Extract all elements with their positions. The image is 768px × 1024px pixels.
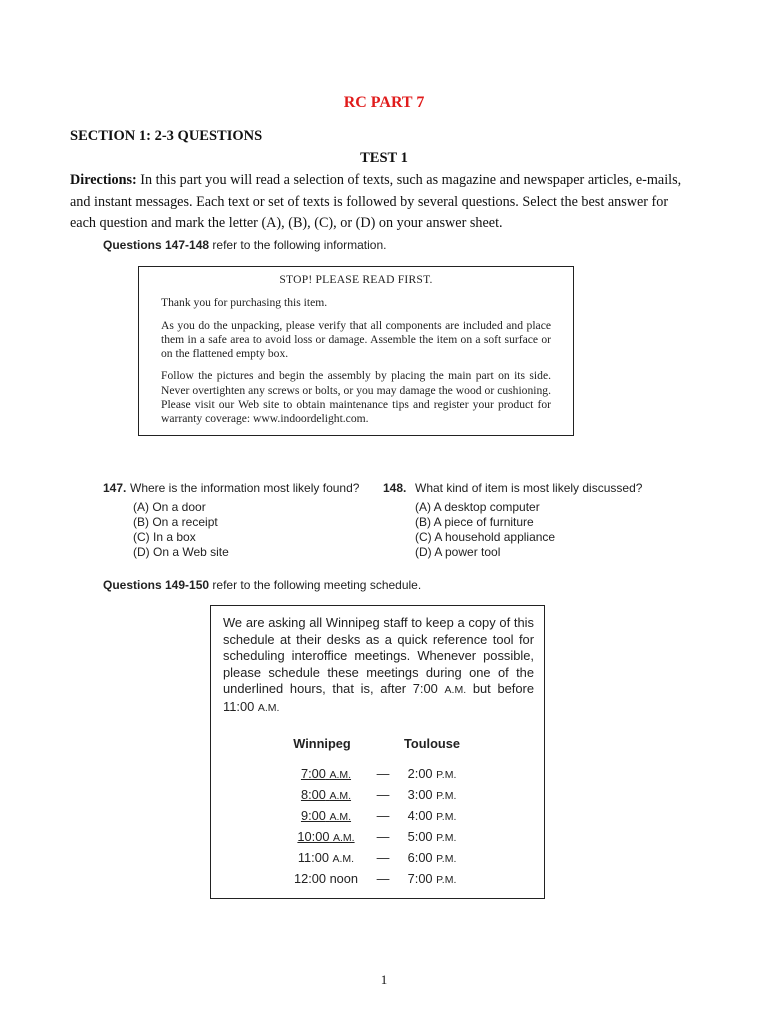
answer-option: (D) A power tool [415, 545, 501, 559]
questions-147-148-reference [103, 238, 386, 252]
winnipeg-time: 7:00 A.M. [300, 766, 352, 781]
schedule-row [269, 766, 519, 787]
schedule-row [269, 808, 519, 829]
schedule-row [269, 871, 519, 892]
time-dash: — [376, 850, 390, 865]
question-stem [383, 481, 642, 496]
question-text: What kind of item is most likely discussed? [415, 481, 643, 495]
winnipeg-time: 9:00 A.M. [300, 808, 352, 823]
toulouse-time: 4:00 P.M. [407, 808, 457, 823]
reference-text: refer to the following information. [209, 238, 387, 252]
schedule-row [269, 787, 519, 808]
answer-option: (C) In a box [133, 530, 196, 544]
reference-range: Questions 147-148 [103, 238, 210, 252]
answer-option: (B) A piece of furniture [415, 515, 534, 529]
notice-heading: STOP! PLEASE READ FIRST. [279, 273, 433, 286]
directions-paragraph [70, 170, 692, 235]
time-dash: — [376, 829, 390, 844]
notice-paragraph: Thank you for purchasing this item. [161, 296, 328, 310]
question-148 [383, 481, 642, 560]
schedule-row [269, 829, 519, 850]
page-number: 1 [380, 972, 388, 987]
schedule-table [269, 736, 519, 892]
answer-option: (C) A household appliance [415, 530, 556, 544]
notice-paragraph: Follow the pictures and begin the assembly by placing the main part on its side. Never overtighten any screws or bolts, or you may damage the wood or cushioning. Please visit our Web site to obtain maintenance tips and register your product for warranty coverage: www.indoordelight.com. [161, 369, 551, 426]
reference-text: refer to the following meeting schedule. [209, 578, 422, 592]
toulouse-time: 7:00 P.M. [407, 871, 457, 886]
question-text: Where is the information most likely found? [130, 481, 360, 495]
schedule-rows [269, 766, 519, 892]
toulouse-time: 6:00 P.M. [407, 850, 457, 865]
directions-label: Directions: [70, 172, 137, 188]
winnipeg-time: 8:00 A.M. [300, 787, 352, 802]
time-dash: — [376, 808, 390, 823]
time-dash: — [376, 787, 390, 802]
question-stem [103, 481, 359, 496]
question-number: 148. [383, 481, 407, 495]
meeting-schedule-box [210, 605, 545, 899]
toulouse-time: 2:00 P.M. [407, 766, 457, 781]
schedule-intro: We are asking all Winnipeg staff to keep a copy of this schedule at their desks as a quick reference tool for scheduling interoffice meetings. Whenever possible, please schedule these meetings during one of the underlined hours, that is, after 7:00 A.M. but before 11:00 A.M. [223, 615, 535, 714]
answer-option: (D) On a Web site [133, 545, 229, 559]
question-147 [103, 481, 359, 560]
column-header-winnipeg: Winnipeg [293, 736, 351, 751]
directions-text: In this part you will read a selection of texts, such as magazine and newspaper articles, e-mails, and instant messages. Each text or set of texts is followed by several questions. Select the best answer for each question and mark the letter (A), (B), (C), or (D) on your answer sheet. [70, 172, 682, 231]
question-number: 147. [103, 481, 127, 495]
schedule-header-row [269, 736, 519, 766]
test-heading: TEST 1 [360, 150, 408, 166]
toulouse-time: 5:00 P.M. [407, 829, 457, 844]
answer-option: (A) A desktop computer [415, 500, 540, 514]
section-heading: SECTION 1: 2-3 QUESTIONS [70, 128, 263, 144]
toulouse-time: 3:00 P.M. [407, 787, 457, 802]
answer-option: (A) On a door [133, 500, 206, 514]
winnipeg-time: 12:00 noon [293, 871, 359, 886]
notice-box [138, 266, 574, 436]
time-dash: — [376, 871, 390, 886]
answer-option: (B) On a receipt [133, 515, 218, 529]
questions-149-150-reference [103, 578, 421, 592]
reference-range: Questions 149-150 [103, 578, 210, 592]
winnipeg-time: 10:00 A.M. [297, 829, 355, 844]
schedule-row [269, 850, 519, 871]
page-title: RC PART 7 [343, 94, 425, 111]
time-dash: — [376, 766, 390, 781]
winnipeg-time: 11:00 A.M. [297, 850, 355, 865]
notice-paragraph: As you do the unpacking, please verify that all components are included and place them in a safe area to avoid loss or damage. Assemble the item on a soft surface or on the flattened empty box. [161, 318, 551, 361]
column-header-toulouse: Toulouse [404, 736, 460, 751]
